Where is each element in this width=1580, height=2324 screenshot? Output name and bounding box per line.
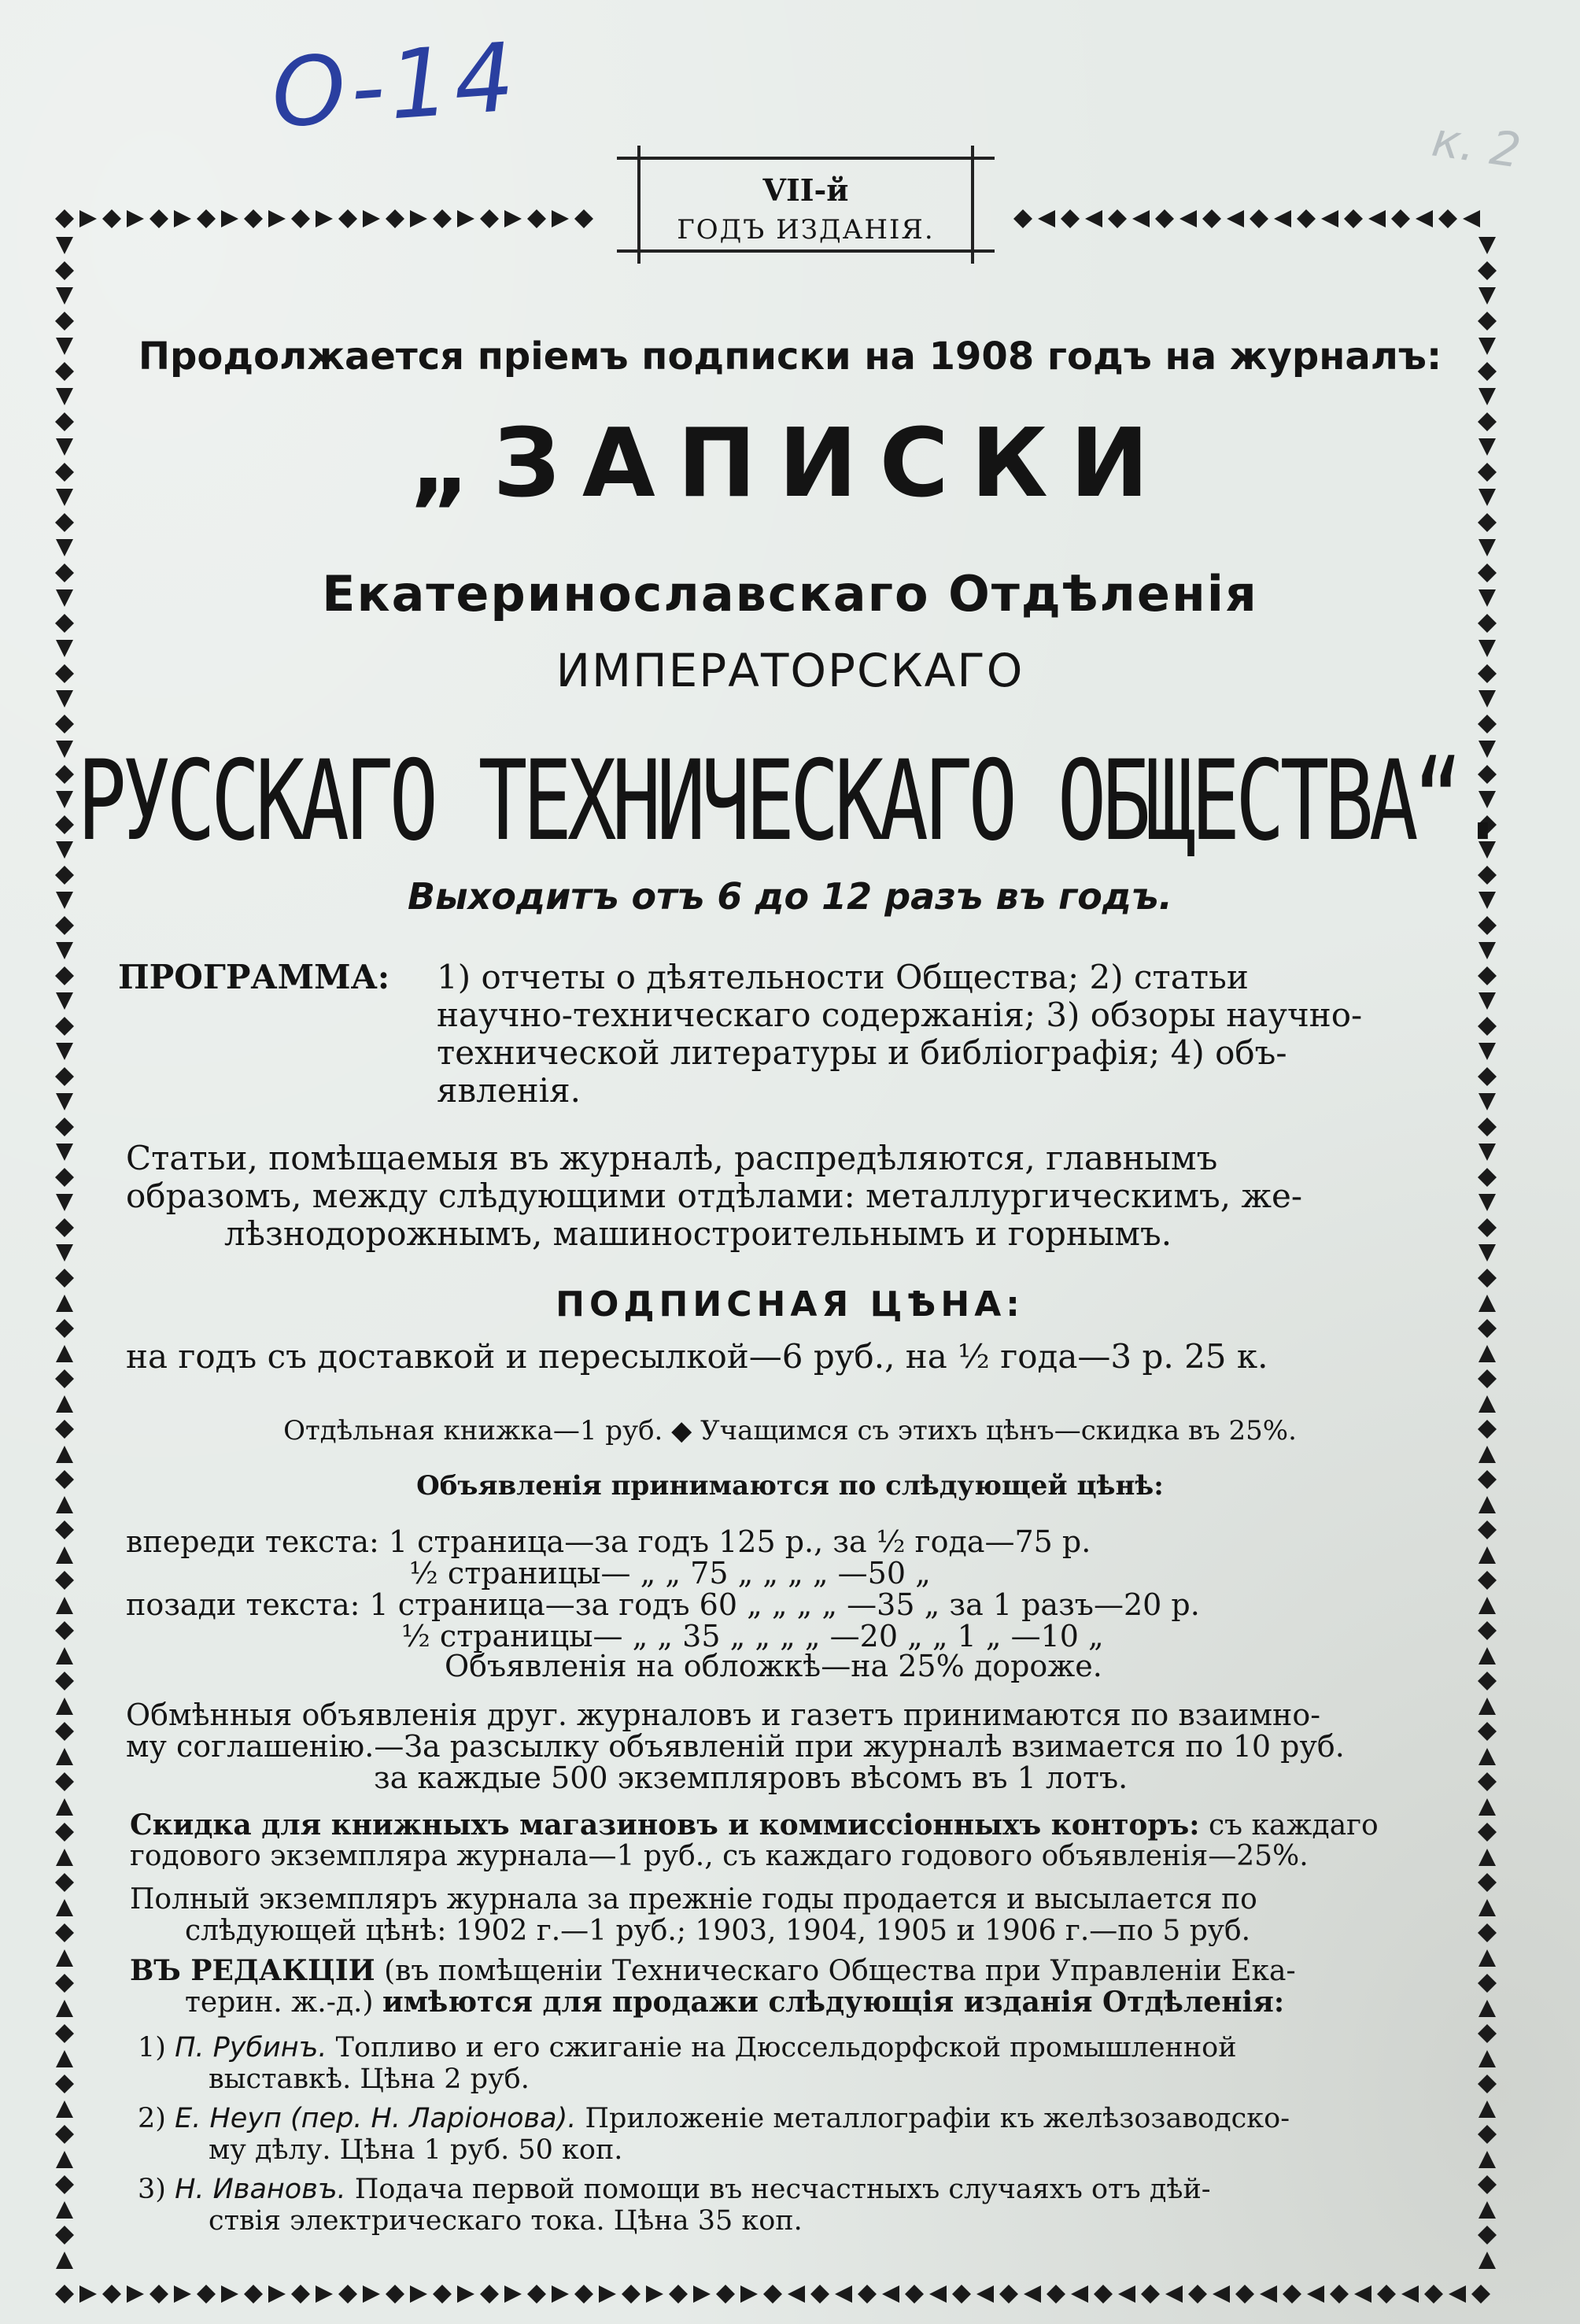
border-ornament [1188,2285,1207,2304]
journal-subtitle-1: Екатеринославскаго Отдѣленія [322,565,1258,623]
border-ornament [1438,209,1457,228]
border-ornament [1478,1571,1497,1590]
year-box-edition: VII-й [762,172,849,208]
border-ornament [268,2285,286,2303]
border-ornament [1085,210,1102,227]
border-ornament [1108,209,1127,228]
border-ornament [56,2100,73,2118]
border-ornament [574,209,593,228]
border-ornament [55,1017,74,1036]
border-ornament [646,2285,663,2303]
border-ornament [1478,261,1497,280]
border-ornament [1401,2285,1419,2303]
program-line: технической литературы и библіографія; 4) объ- [437,1033,1287,1072]
border-ornament [1274,210,1291,227]
border-ornament [102,209,121,228]
border-ornament [55,966,74,985]
border-ornament [1132,210,1150,227]
journal-subtitle-3: РУССКАГО ТЕХНИЧЕСКАГО ОБЩЕСТВА“. [77,736,1503,866]
program-label-text: ПРОГРАММА: [118,958,390,996]
publication-num: 1) [138,2032,166,2064]
border-ornament [174,210,191,227]
border-ornament [1094,2285,1113,2304]
border-ornament [55,1168,74,1187]
border-ornament [56,1949,73,1967]
program-block [437,959,1467,1110]
border-ornament [56,2050,73,2067]
border-ornament [1478,2125,1497,2144]
ads-heading: Объявленія принимаются по слѣдующей цѣнѣ: [416,1470,1164,1502]
border-ornament [1235,2285,1254,2304]
border-ornament [1344,209,1363,228]
border-ornament [197,2285,216,2304]
pencil-note: к. 2 [1428,112,1524,179]
border-ornament [1213,2285,1230,2303]
border-ornament [55,1772,74,1791]
border-ornament [386,209,404,228]
border-ornament [1478,2075,1497,2093]
border-ornament [999,2285,1018,2304]
border-ornament [1478,1067,1497,1086]
border-ornament [56,1395,73,1413]
border-ornament [1478,1698,1496,1715]
border-ornament [1202,209,1221,228]
border-ornament [55,2125,74,2144]
border-ornament [1478,1849,1496,1866]
border-ornament [316,2285,333,2303]
border-ornament [127,2285,144,2303]
articles-line: Статьи, помѣщаемыя въ журналѣ, распредѣляются, главнымъ [126,1139,1218,1177]
program-line: научно-техническаго содержанія; 3) обзоры научно- [437,996,1363,1034]
border-ornament [1478,2151,1496,2168]
border-ornament [55,715,74,733]
border-ornament [56,992,73,1010]
discount-rest: съ каждаго [1199,1809,1379,1842]
border-ornament [1179,210,1197,227]
border-ornament [1321,210,1338,227]
publication-num: 2) [138,2103,166,2134]
border-ornament [504,210,522,227]
border-ornament [740,2285,758,2303]
ads-cover-line: Объявленія на обложкѣ—на 25% дороже. [445,1649,1102,1683]
border-ornament [1478,237,1496,254]
border-ornament [1478,2175,1497,2194]
border-ornament [1478,1017,1497,1036]
articles-line: лѣзнодорожнымъ, машиностроительнымъ и горнымъ. [224,1214,1172,1253]
border-ornament [1165,2285,1183,2303]
border-ornament [338,209,357,228]
border-ornament [1478,1597,1496,1614]
border-ornament [1478,916,1497,935]
border-ornament [56,237,73,254]
border-ornament [1250,209,1268,228]
border-ornament [1024,2285,1041,2303]
border-ornament [1478,1621,1497,1640]
border-ornament [56,1093,73,1110]
border-ornament [1478,942,1496,959]
border-ornament [55,1823,74,1842]
border-ornament [316,210,333,227]
publication-line2: му дѣлу. Цѣна 1 руб. 50 коп. [209,2134,623,2166]
exchange-line: за каждые 500 экземпляровъ вѣсомъ въ 1 лотъ. [374,1761,1128,1795]
border-ornament [56,1345,73,1362]
border-ornament [1478,1823,1497,1842]
border-ornament [55,209,74,228]
border-ornament [1283,2285,1301,2304]
border-ornament [1478,1168,1497,1187]
border-ornament [221,210,238,227]
border-ornament [56,1849,73,1866]
border-ornament [1478,1672,1497,1690]
articles-line: образомъ, между слѣдующими отдѣлами: металлургическимъ, же- [126,1177,1303,1215]
publication-text: Приложеніе металлографіи къ желѣзозаводско- [576,2103,1290,2134]
border-ornament [1478,2226,1497,2245]
border-ornament [1478,1798,1496,1816]
border-ornament [56,1546,73,1564]
border-ornament [1478,715,1497,733]
border-ornament [55,1369,74,1388]
border-ornament [1141,2285,1160,2304]
border-ornament [291,209,310,228]
publication-text: Подача первой помощи въ несчастныхъ случаяхъ отъ дѣй- [345,2174,1211,2205]
discount-bold: Скидка для книжныхъ магазиновъ и коммиссіонныхъ конторъ: [130,1809,1200,1842]
border-ornament [1478,388,1496,405]
border-ornament [363,210,380,227]
border-ornament [1478,1647,1496,1664]
border-ornament [1061,209,1080,228]
single-issue-line: Отдѣльная книжка—1 руб. ◆ Учащимся съ этихъ цѣнъ—скидка въ 25%. [283,1415,1297,1446]
border-ornament [905,2285,924,2304]
journal-subtitle-2: ИМПЕРАТОРСКАГО [556,644,1024,697]
price-heading: ПОДПИСНАЯ ЦѢНА: [556,1284,1024,1325]
border-ornament [55,261,74,280]
border-ornament [1478,1446,1496,1463]
border-ornament [1478,312,1497,331]
publication-author: П. Рубинъ. [175,2032,327,2064]
border-ornament [763,2285,782,2304]
border-ornament [410,2285,427,2303]
price-line [126,1338,1268,1376]
publication-line2: выставкѣ. Цѣна 2 руб. [209,2064,530,2095]
border-ornament [1478,1395,1496,1413]
border-ornament [622,2285,640,2304]
border-ornament [410,210,427,227]
border-ornament [1478,2201,1496,2219]
border-ornament [1330,2285,1349,2304]
border-ornament [1227,210,1244,227]
border-ornament [527,2285,546,2304]
ads-rate-line: ½ страницы— „ „ 35 „ „ „ „ —20 „ „ 1 „ —10 „ [401,1619,1104,1653]
border-ornament [1478,1043,1496,1060]
border-ornament [56,2201,73,2219]
border-ornament [504,2285,522,2303]
border-ornament [1478,1244,1496,1262]
border-ornament [55,2075,74,2093]
border-ornament [150,2285,168,2304]
exchange-line: Обмѣнныя объявленія друг. журналовъ и газетъ принимаются по взаимно- [126,1698,1321,1732]
border-ornament [244,209,263,228]
border-ornament [669,2285,688,2304]
exchange-line: му соглашенію.—За разсылку объявленій при журналѣ взимается по 10 руб. [126,1729,1345,1764]
border-ornament [386,2285,404,2304]
price-line-text: на годъ съ доставкой и пересылкой—6 руб., на ½ года—3 р. 25 к. [126,1337,1268,1376]
publication-author: Е. Неуп (пер. Н. Ларіонова). [175,2103,577,2134]
border-ornament [1478,1520,1497,1539]
border-ornament [55,1218,74,1237]
border-ornament [55,1923,74,1942]
handwritten-shelf-mark: О-14 [268,23,522,150]
border-ornament [1478,1218,1497,1237]
border-ornament [79,210,97,227]
border-ornament [55,1974,74,1993]
border-ornament [1260,2285,1277,2303]
border-ornament [1038,210,1055,227]
border-ornament [1478,2050,1496,2067]
border-ornament [338,2285,357,2304]
border-ornament [55,2175,74,2194]
border-ornament [1478,992,1496,1010]
full-copy-line: слѣдующей цѣнѣ: 1902 г.—1 руб.; 1903, 1904, 1905 и 1906 г.—по 5 руб. [185,1915,1251,1947]
border-ornament [527,209,546,228]
border-ornament [56,1698,73,1715]
border-ornament [1478,539,1496,556]
border-ornament [55,1520,74,1539]
publication-author: Н. Ивановъ. [175,2174,346,2205]
border-ornament [221,2285,238,2303]
publication-line2: ствія электрическаго тока. Цѣна 35 коп. [209,2205,803,2237]
border-ornament [1118,2285,1135,2303]
border-ornament [457,210,474,227]
border-ornament [56,287,73,305]
border-ornament [102,2285,121,2304]
border-ornament [1297,209,1316,228]
full-copy-line: Полный экземпляръ журнала за прежніе годы продается и высылается по [130,1883,1257,1916]
border-ornament [55,2024,74,2043]
border-ornament [55,1722,74,1741]
border-ornament [480,2285,499,2304]
publication-num: 3) [138,2174,166,2205]
border-ornament [197,209,216,228]
border-ornament [1478,1923,1497,1942]
border-ornament [55,2285,74,2304]
border-ornament [56,2151,73,2168]
border-ornament [599,2285,616,2303]
border-ornament [56,1446,73,1463]
editorial-line2b: имѣются для продажи слѣдующія изданія Отдѣленія: [382,1986,1285,2019]
border-ornament [1478,2252,1496,2269]
border-ornament [1047,2285,1065,2304]
border-ornament [291,2285,310,2304]
border-ornament [1416,210,1433,227]
border-ornament [127,210,144,227]
border-ornament [1354,2285,1371,2303]
border-ornament [56,1798,73,1816]
border-ornament [1424,2285,1443,2304]
border-ornament [480,209,499,228]
border-ornament [56,942,73,959]
border-ornament [55,1067,74,1086]
border-ornament [433,209,452,228]
border-ornament [1478,1949,1496,1967]
border-ornament [1478,1369,1497,1388]
year-box [637,146,974,264]
border-ornament [56,1647,73,1664]
border-ornament [56,1748,73,1765]
border-ornament [457,2285,474,2303]
border-ornament [1478,2000,1496,2017]
border-ornament [835,2285,852,2303]
border-ornament [1478,1144,1496,1161]
border-ornament [56,1043,73,1060]
border-ornament [1478,1345,1496,1362]
border-ornament [1478,1093,1496,1110]
border-ornament [574,2285,593,2304]
border-ornament [55,1571,74,1590]
border-ornament [56,2000,73,2017]
border-ornament [1478,1194,1496,1211]
border-ornament [1071,2285,1088,2303]
border-ornament [810,2285,829,2304]
border-ornament [1478,966,1497,985]
border-ornament [433,2285,452,2304]
editorial-rest: (въ помѣщеніи Техническаго Общества при Управленіи Ека- [375,1955,1296,1987]
border-ornament [56,1194,73,1211]
border-ornament [56,2252,73,2269]
border-ornament [56,1899,73,1916]
editorial-bold: ВЪ РЕДАКЦІИ [130,1954,375,1987]
border-ornament [1478,1546,1496,1564]
border-ornament [244,2285,263,2304]
border-ornament [56,1597,73,1614]
border-ornament [1478,1974,1497,1993]
ads-rate-line: впереди текста: 1 страница—за годъ 125 р., за ½ года—75 р. [126,1524,1091,1559]
border-ornament [56,539,73,556]
journal-title: „ЗАПИСКИ [408,409,1172,519]
border-ornament [1478,1722,1497,1741]
border-ornament [1478,2100,1496,2118]
border-ornament [55,916,74,935]
border-ornament [1478,1899,1496,1916]
border-ornament [1307,2285,1324,2303]
editorial-line2a: терин. ж.-д.) [185,1986,382,2019]
border-ornament [858,2285,877,2304]
year-box-label: ГОДЪ ИЗДАНІЯ. [677,214,935,246]
border-ornament [79,2285,97,2303]
border-ornament [952,2285,971,2304]
border-ornament [693,2285,711,2303]
border-ornament [1478,1118,1497,1136]
border-ornament [1471,2285,1490,2304]
border-ornament [1013,209,1032,228]
border-ornament [55,2226,74,2245]
border-ornament [55,1873,74,1892]
publication-text: Топливо и его сжиганіе на Дюссельдорфской промышленной [327,2032,1237,2064]
border-ornament [1155,209,1174,228]
border-ornament [56,1244,73,1262]
border-ornament [716,2285,735,2304]
ads-rate-line: ½ страницы— „ „ 75 „ „ „ „ —50 „ [409,1556,931,1591]
program-line: 1) отчеты о дѣятельности Общества; 2) статьи [437,958,1249,996]
program-line: явленія. [437,1071,581,1110]
border-ornament [55,1118,74,1136]
border-ornament [1368,210,1386,227]
border-ornament [882,2285,899,2303]
border-ornament [55,1621,74,1640]
border-ornament [552,2285,569,2303]
program-label [118,959,389,996]
border-ornament [1478,287,1496,305]
frequency-line: Выходитъ отъ 6 до 12 разъ въ годъ. [407,875,1173,918]
editorial-line-2 [185,1983,1284,2022]
border-ornament [268,210,286,227]
border-ornament [1478,1873,1497,1892]
border-ornament [55,1672,74,1690]
subscription-line: Продолжается пріемъ подписки на 1908 годъ на журналъ: [138,334,1442,379]
border-ornament [929,2285,947,2303]
border-ornament [1391,209,1410,228]
border-ornament [976,2285,994,2303]
border-ornament [1463,210,1480,227]
ads-rate-line: позади текста: 1 страница—за годъ 60 „ „ „ „ —35 „ за 1 разъ—20 р. [126,1587,1200,1622]
discount-line-2: годового экземпляра журнала—1 руб., съ каждаго годового объявленія—25%. [130,1840,1309,1872]
border-ornament [56,388,73,405]
border-ornament [1478,2024,1497,2043]
border-ornament [174,2285,191,2303]
border-ornament [363,2285,380,2303]
border-ornament [1478,1748,1496,1765]
border-ornament [55,312,74,331]
border-ornament [552,210,569,227]
border-ornament [1377,2285,1396,2304]
border-ornament [1478,1772,1497,1791]
border-ornament [788,2285,805,2303]
border-ornament [56,1144,73,1161]
border-ornament [1449,2285,1466,2303]
border-ornament [150,209,168,228]
